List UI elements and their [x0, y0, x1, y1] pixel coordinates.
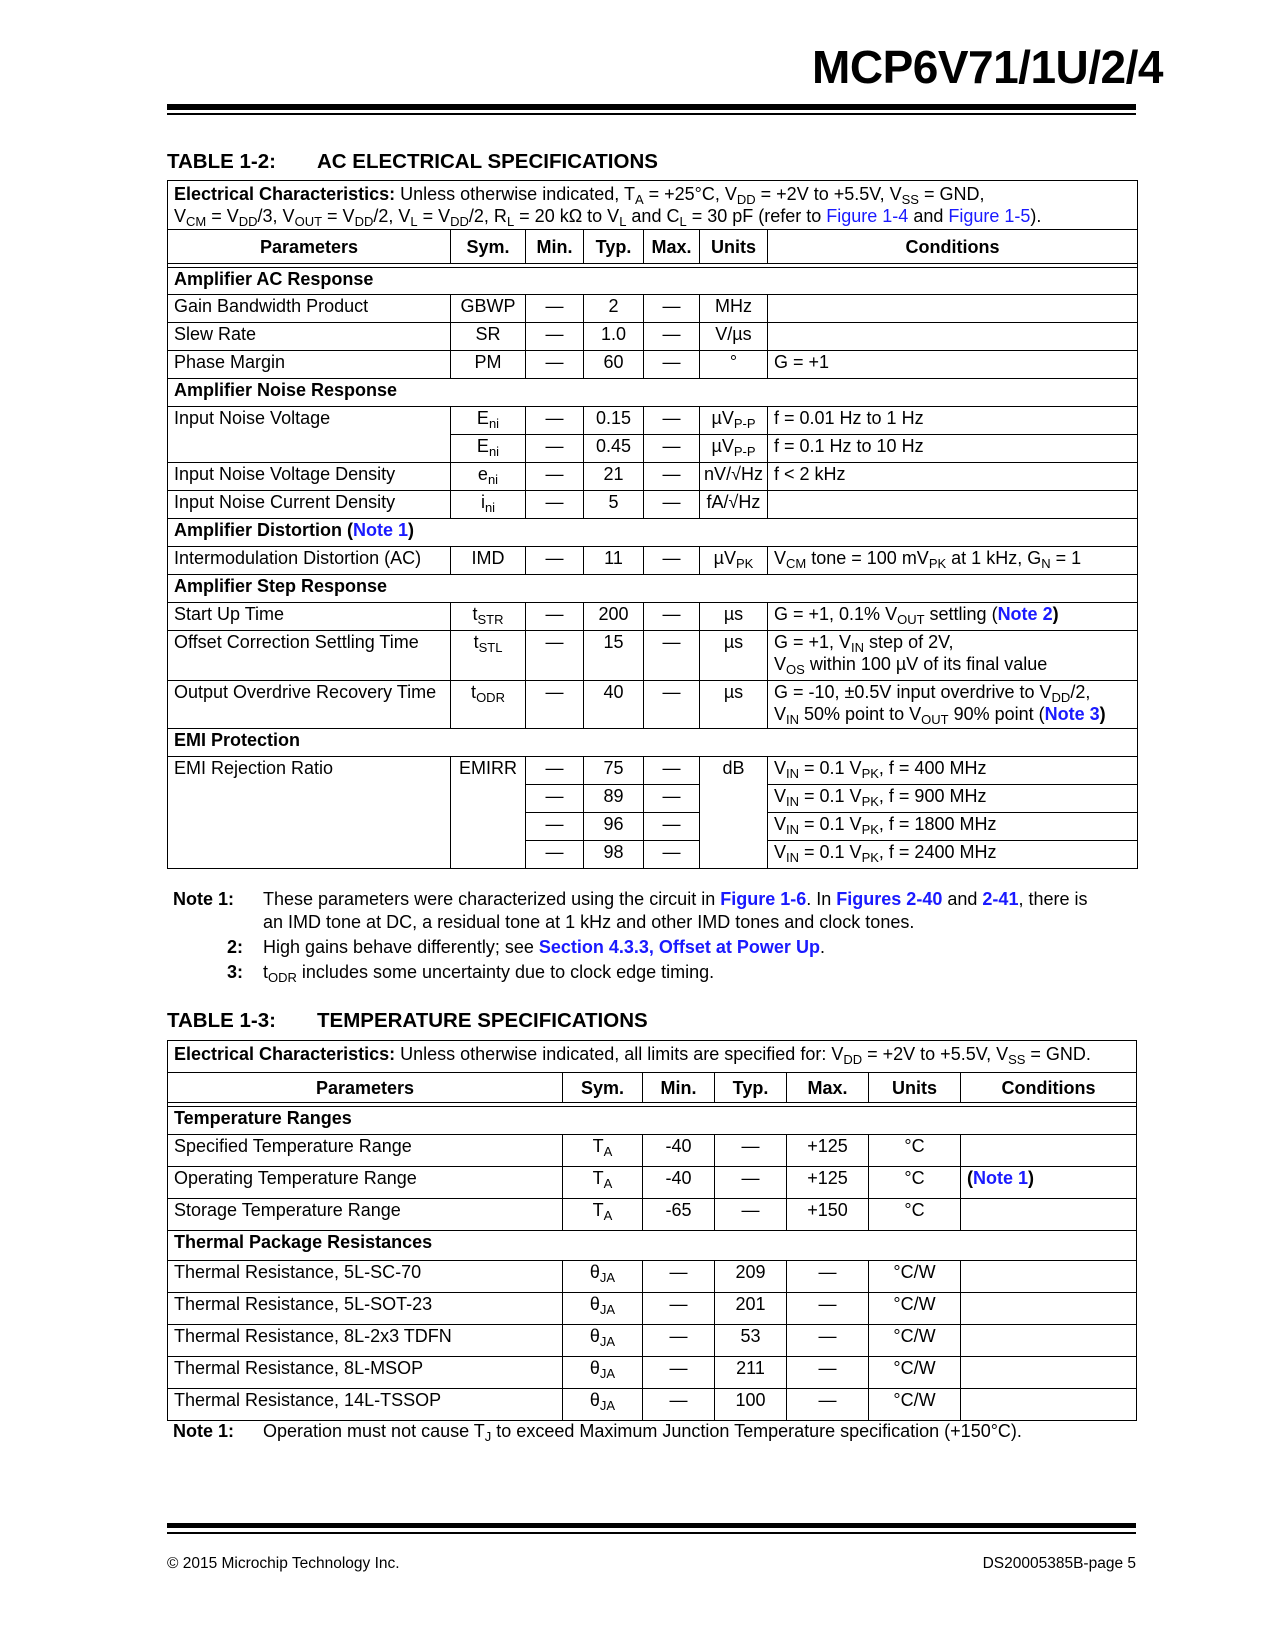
min-cell: —	[526, 681, 584, 729]
param-cell: Thermal Resistance, 8L-MSOP	[168, 1357, 563, 1389]
section-row	[168, 1231, 1137, 1261]
cond-cell: G = +1, $V_{IN}$ step of 2V, $V_{OS}$ within 100 µV of its final value	[768, 631, 1138, 681]
note-label: 2:	[226, 937, 243, 957]
typ-cell: 96	[584, 813, 644, 841]
figure-1-5-link[interactable]: Figure 1-5	[948, 206, 1031, 226]
units-cell: °	[700, 351, 768, 379]
cond-cell: $V_{IN} = 0.1$ $V_{PK}$, f = 900 MHz	[768, 785, 1138, 813]
figure-2-41-link[interactable]: 2-41	[982, 889, 1019, 909]
note-1-link[interactable]: Note 1	[353, 520, 409, 540]
sym-cell: $\theta_{JA}$	[563, 1293, 643, 1325]
cond-cell: G = +1	[768, 351, 1138, 379]
min-cell: —	[526, 757, 584, 785]
min-cell: —	[526, 463, 584, 491]
col-header-parameters: Parameters	[168, 230, 451, 264]
table-row	[168, 757, 1138, 785]
cond-cell	[768, 323, 1138, 351]
section-row	[168, 729, 1138, 757]
cond-cell	[961, 1293, 1137, 1325]
col-header-typ: Typ.	[715, 1073, 787, 1103]
param-cell: Offset Correction Settling Time	[168, 631, 451, 681]
cond-cell	[768, 295, 1138, 323]
sym-cell: $i_{ni}$	[451, 491, 526, 519]
temperature-spec-table	[167, 1040, 1137, 1421]
units-cell: °C/W	[869, 1293, 961, 1325]
sym-cell: GBWP	[451, 295, 526, 323]
param-cell: Output Overdrive Recovery Time	[168, 681, 451, 729]
cond-cell	[961, 1199, 1137, 1231]
table-row	[168, 631, 1138, 681]
table-number: TABLE 1-3:	[167, 1009, 276, 1032]
units-cell: °C/W	[869, 1357, 961, 1389]
max-cell: +125	[787, 1135, 869, 1167]
cond-cell: f = 0.01 Hz to 1 Hz	[768, 407, 1138, 435]
units-cell: nV/√Hz	[700, 463, 768, 491]
col-header-parameters: Parameters	[168, 1073, 563, 1103]
typ-cell: —	[715, 1199, 787, 1231]
typ-cell: 100	[715, 1389, 787, 1421]
table-header-row	[168, 1073, 1137, 1103]
max-cell: —	[644, 841, 700, 869]
sym-cell: $T_A$	[563, 1135, 643, 1167]
sym-cell: $t_{STL}$	[451, 631, 526, 681]
table-row	[168, 351, 1138, 379]
col-header-min: Min.	[643, 1073, 715, 1103]
electrical-characteristics-row: Electrical Characteristics: Unless otherwise indicated, all limits are specified for: $V_{DD} = +2V$ to +5.5V, $V_{SS}$ = GND.	[168, 1041, 1137, 1073]
footer-copyright: © 2015 Microchip Technology Inc.	[167, 1555, 400, 1572]
note-text-part: These parameters were characterized using the circuit in	[263, 889, 716, 909]
param-cell: Input Noise Voltage Density	[168, 463, 451, 491]
figure-1-6-link[interactable]: Figure 1-6	[720, 889, 807, 909]
sym-cell: $e_{ni}$	[451, 463, 526, 491]
note-label: 3:	[226, 962, 243, 982]
table-header-row	[168, 230, 1138, 264]
max-cell: —	[787, 1389, 869, 1421]
electrical-characteristics-row: Electrical Characteristics: Unless otherwise indicated, $T_A = +25^\circ C$, $V_{DD} = +2V$ to +5.5V, $V_{SS}$ = GND, $V_{CM} = V_{DD}/3$, $V_{OUT} = V_{DD}/2$, $V_L = V_{DD}/2$, $R_L = 20$ kΩ to $V_L$ and $C_L = 30$ pF (refer to Figure 1-4 and Figure 1-5).	[168, 181, 1138, 230]
note-1	[173, 1420, 1103, 1443]
table-row	[168, 491, 1138, 519]
sym-cell: $T_A$	[563, 1199, 643, 1231]
max-cell: +150	[787, 1199, 869, 1231]
freq-text: f = 400 MHz	[888, 758, 987, 778]
max-cell: —	[644, 435, 700, 463]
ec-text: Unless otherwise indicated, all limits are specified for:	[400, 1044, 827, 1064]
max-cell: —	[644, 603, 700, 631]
max-cell: —	[644, 463, 700, 491]
table-row	[168, 681, 1138, 729]
typ-cell: 1.0	[584, 323, 644, 351]
min-cell: —	[643, 1261, 715, 1293]
typ-cell: 53	[715, 1325, 787, 1357]
typ-cell: 60	[584, 351, 644, 379]
units-cell: µV$_{P-P}$	[700, 407, 768, 435]
max-cell: —	[644, 631, 700, 681]
min-cell: —	[526, 295, 584, 323]
units-cell: °C	[869, 1167, 961, 1199]
cond-cell	[961, 1357, 1137, 1389]
units-cell: µV$_{PK}$	[700, 547, 768, 575]
table-row	[168, 323, 1138, 351]
col-header-sym: Sym.	[563, 1073, 643, 1103]
table-row	[168, 295, 1138, 323]
units-cell: °C/W	[869, 1261, 961, 1293]
cond-cell: G = -10, ±0.5V input overdrive to $V_{DD}/2$, $V_{IN}$ 50% point to $V_{OUT}$ 90% point (Note 3)	[768, 681, 1138, 729]
table-1-2-caption	[167, 150, 658, 174]
section-distortion-label: Amplifier Distortion (	[174, 520, 353, 540]
footer-doc-number: DS20005385B-page 5	[982, 1555, 1136, 1572]
units-cell: °C/W	[869, 1389, 961, 1421]
units-cell: µV$_{P-P}$	[700, 435, 768, 463]
typ-cell: —	[715, 1135, 787, 1167]
min-cell: —	[526, 323, 584, 351]
ec-label: Electrical Characteristics:	[174, 184, 396, 204]
max-cell: —	[644, 813, 700, 841]
table-row	[168, 1357, 1137, 1389]
table-title: TEMPERATURE SPECIFICATIONS	[317, 1009, 648, 1032]
section-row	[168, 519, 1138, 547]
sym-cell: $t_{ODR}$	[451, 681, 526, 729]
sym-cell: IMD	[451, 547, 526, 575]
section-ac-response: Amplifier AC Response	[168, 268, 1138, 295]
header-rule-thick	[167, 104, 1136, 110]
cond-cell	[768, 491, 1138, 519]
param-cell: Phase Margin	[168, 351, 451, 379]
units-cell: °C/W	[869, 1325, 961, 1357]
freq-text: f = 1800 MHz	[888, 814, 997, 834]
sym-cell: EMIRR	[451, 757, 526, 869]
cond-cell: $V_{IN} = 0.1$ $V_{PK}$, f = 1800 MHz	[768, 813, 1138, 841]
min-cell: —	[526, 547, 584, 575]
cond-cell: f < 2 kHz	[768, 463, 1138, 491]
max-cell: —	[787, 1261, 869, 1293]
max-cell: —	[644, 785, 700, 813]
table-row	[168, 1167, 1137, 1199]
sym-cell: $\theta_{JA}$	[563, 1261, 643, 1293]
ac-spec-table	[167, 180, 1138, 869]
page-header-title: MCP6V71/1U/2/4	[812, 41, 1163, 93]
min-cell: —	[643, 1389, 715, 1421]
typ-cell: 200	[584, 603, 644, 631]
typ-cell: 11	[584, 547, 644, 575]
table-row	[168, 1325, 1137, 1357]
table-1-3-notes	[173, 1420, 1103, 1445]
param-cell: Input Noise Current Density	[168, 491, 451, 519]
typ-cell: —	[715, 1167, 787, 1199]
table-row	[168, 1293, 1137, 1325]
figure-1-4-link[interactable]: Figure 1-4	[826, 206, 909, 226]
footer-rule-thick	[167, 1523, 1136, 1528]
table-row	[168, 547, 1138, 575]
section-emi-protection: EMI Protection	[168, 729, 1138, 757]
col-header-units: Units	[869, 1073, 961, 1103]
typ-cell: 40	[584, 681, 644, 729]
typ-cell: 98	[584, 841, 644, 869]
section-4-3-3-link[interactable]: Section 4.3.3, Offset at Power Up	[538, 937, 820, 957]
param-cell: Thermal Resistance, 8L-2x3 TDFN	[168, 1325, 563, 1357]
footer-rule-thin	[167, 1532, 1136, 1534]
param-cell: Storage Temperature Range	[168, 1199, 563, 1231]
cond-cell: $V_{IN} = 0.1$ $V_{PK}$, f = 2400 MHz	[768, 841, 1138, 869]
max-cell: —	[644, 407, 700, 435]
table-row	[168, 603, 1138, 631]
param-cell: Start Up Time	[168, 603, 451, 631]
table-number: TABLE 1-2:	[167, 150, 276, 173]
cond-cell: (Note 1)	[961, 1167, 1137, 1199]
table-row	[168, 1199, 1137, 1231]
max-cell: —	[644, 295, 700, 323]
col-header-sym: Sym.	[451, 230, 526, 264]
typ-cell: 5	[584, 491, 644, 519]
min-cell: -65	[643, 1199, 715, 1231]
cond-cell	[961, 1261, 1137, 1293]
note-label: Note 1:	[173, 1421, 235, 1441]
sym-cell: $t_{STR}$	[451, 603, 526, 631]
min-cell: —	[526, 407, 584, 435]
cond-cell	[961, 1389, 1137, 1421]
note-text-part: High gains behave differently; see	[263, 937, 534, 957]
note-3-link[interactable]: Note 3	[1044, 704, 1100, 724]
max-cell: —	[644, 757, 700, 785]
typ-cell: 211	[715, 1357, 787, 1389]
section-distortion: Amplifier Distortion (Note 1)	[168, 519, 1138, 547]
sym-cell: PM	[451, 351, 526, 379]
param-cell: Operating Temperature Range	[168, 1167, 563, 1199]
typ-cell: 75	[584, 757, 644, 785]
section-row	[168, 268, 1138, 295]
param-cell: Thermal Resistance, 5L-SOT-23	[168, 1293, 563, 1325]
cond-cell: G = +1, 0.1% $V_{OUT}$ settling (Note 2)	[768, 603, 1138, 631]
ec-label: Electrical Characteristics:	[174, 1044, 396, 1064]
param-cell: Thermal Resistance, 14L-TSSOP	[168, 1389, 563, 1421]
typ-cell: 209	[715, 1261, 787, 1293]
units-cell: µs	[700, 631, 768, 681]
table-row	[168, 1389, 1137, 1421]
sym-cell: $\theta_{JA}$	[563, 1325, 643, 1357]
typ-cell: 0.45	[584, 435, 644, 463]
section-step-response: Amplifier Step Response	[168, 575, 1138, 603]
typ-cell: 201	[715, 1293, 787, 1325]
max-cell: +125	[787, 1167, 869, 1199]
note-label: Note 1:	[173, 889, 235, 909]
col-header-conditions: Conditions	[768, 230, 1138, 264]
section-row	[168, 575, 1138, 603]
note-text-part: and	[947, 889, 978, 909]
max-cell: —	[787, 1293, 869, 1325]
section-row	[168, 1107, 1137, 1135]
sym-cell: $T_A$	[563, 1167, 643, 1199]
sym-cell: SR	[451, 323, 526, 351]
units-cell: µs	[700, 681, 768, 729]
max-cell: —	[644, 681, 700, 729]
typ-cell: 89	[584, 785, 644, 813]
note-1-link[interactable]: Note 1	[973, 1168, 1029, 1188]
ec-text: Unless otherwise indicated,	[400, 184, 620, 204]
sym-cell: $\theta_{JA}$	[563, 1357, 643, 1389]
table-row	[168, 1261, 1137, 1293]
typ-cell: 21	[584, 463, 644, 491]
col-header-max: Max.	[644, 230, 700, 264]
note-text-part: includes some uncertainty due to clock edge timing.	[301, 962, 715, 982]
typ-cell: 0.15	[584, 407, 644, 435]
section-thermal-resistances: Thermal Package Resistances	[168, 1231, 1137, 1261]
param-cell: Intermodulation Distortion (AC)	[168, 547, 451, 575]
min-cell: -40	[643, 1167, 715, 1199]
units-cell: °C	[869, 1135, 961, 1167]
max-cell: —	[644, 351, 700, 379]
min-cell: —	[643, 1293, 715, 1325]
table-title: AC ELECTRICAL SPECIFICATIONS	[317, 150, 658, 173]
table-row	[168, 1135, 1137, 1167]
units-cell: V/µs	[700, 323, 768, 351]
min-cell: —	[526, 631, 584, 681]
min-cell: —	[526, 603, 584, 631]
section-temperature-ranges: Temperature Ranges	[168, 1107, 1137, 1135]
min-cell: —	[643, 1357, 715, 1389]
max-cell: —	[644, 547, 700, 575]
header-rule-thin	[167, 113, 1136, 115]
typ-cell: 2	[584, 295, 644, 323]
cond-cell: f = 0.1 Hz to 10 Hz	[768, 435, 1138, 463]
min-cell: —	[526, 813, 584, 841]
section-row	[168, 379, 1138, 407]
max-cell: —	[644, 323, 700, 351]
min-cell: -40	[643, 1135, 715, 1167]
param-cell: Gain Bandwidth Product	[168, 295, 451, 323]
sym-cell: $E_{ni}$	[451, 407, 526, 435]
units-cell: fA/√Hz	[700, 491, 768, 519]
col-header-conditions: Conditions	[961, 1073, 1137, 1103]
param-cell: Specified Temperature Range	[168, 1135, 563, 1167]
note-text-part: , there is an IMD tone at DC, a residual tone at 1 kHz and other IMD tones and clock tones.	[263, 889, 1088, 932]
sym-cell: $E_{ni}$	[451, 435, 526, 463]
sym-cell: $\theta_{JA}$	[563, 1389, 643, 1421]
cond-cell: $V_{IN} = 0.1$ $V_{PK}$, f = 400 MHz	[768, 757, 1138, 785]
note-text: Operation must not cause $T_J$ to exceed Maximum Junction Temperature specification (+150°C).	[263, 1421, 1022, 1444]
table-row	[168, 463, 1138, 491]
min-cell: —	[526, 841, 584, 869]
table-1-2-notes	[173, 888, 1103, 986]
cond-cell	[961, 1135, 1137, 1167]
max-cell: —	[787, 1325, 869, 1357]
col-header-typ: Typ.	[584, 230, 644, 264]
note-2	[173, 936, 1103, 959]
param-cell: EMI Rejection Ratio	[168, 757, 451, 869]
note-1	[173, 888, 1103, 934]
min-cell: —	[526, 435, 584, 463]
units-cell: dB	[700, 757, 768, 869]
note-3	[173, 961, 1103, 984]
freq-text: f = 2400 MHz	[888, 842, 997, 862]
note-text: High gains behave differently; see Section 4.3.3, Offset at Power Up.	[263, 937, 825, 957]
col-header-max: Max.	[787, 1073, 869, 1103]
max-cell: —	[787, 1357, 869, 1389]
note-text: $t_{ODR}$ includes some uncertainty due to clock edge timing.	[263, 962, 715, 985]
min-cell: —	[643, 1325, 715, 1357]
cond-cell: $V_{CM}$ tone = 100 $mV_{PK}$ at 1 kHz, $G_N = 1$	[768, 547, 1138, 575]
typ-cell: 15	[584, 631, 644, 681]
table-row	[168, 407, 1138, 435]
param-cell: Input Noise Voltage	[168, 407, 451, 463]
min-cell: —	[526, 351, 584, 379]
table-1-3-caption	[167, 1009, 648, 1033]
units-cell: °C	[869, 1199, 961, 1231]
param-cell: Slew Rate	[168, 323, 451, 351]
param-cell: Thermal Resistance, 5L-SC-70	[168, 1261, 563, 1293]
note-text	[263, 888, 1103, 934]
col-header-min: Min.	[526, 230, 584, 264]
min-cell: —	[526, 785, 584, 813]
max-cell: —	[644, 491, 700, 519]
col-header-units: Units	[700, 230, 768, 264]
section-noise-response: Amplifier Noise Response	[168, 379, 1138, 407]
units-cell: MHz	[700, 295, 768, 323]
note-2-link[interactable]: Note 2	[997, 604, 1053, 624]
units-cell: µs	[700, 603, 768, 631]
freq-text: f = 900 MHz	[888, 786, 987, 806]
min-cell: —	[526, 491, 584, 519]
cond-cell	[961, 1325, 1137, 1357]
figure-2-40-link[interactable]: Figures 2-40	[836, 889, 943, 909]
note-text-part: . In	[806, 889, 832, 909]
